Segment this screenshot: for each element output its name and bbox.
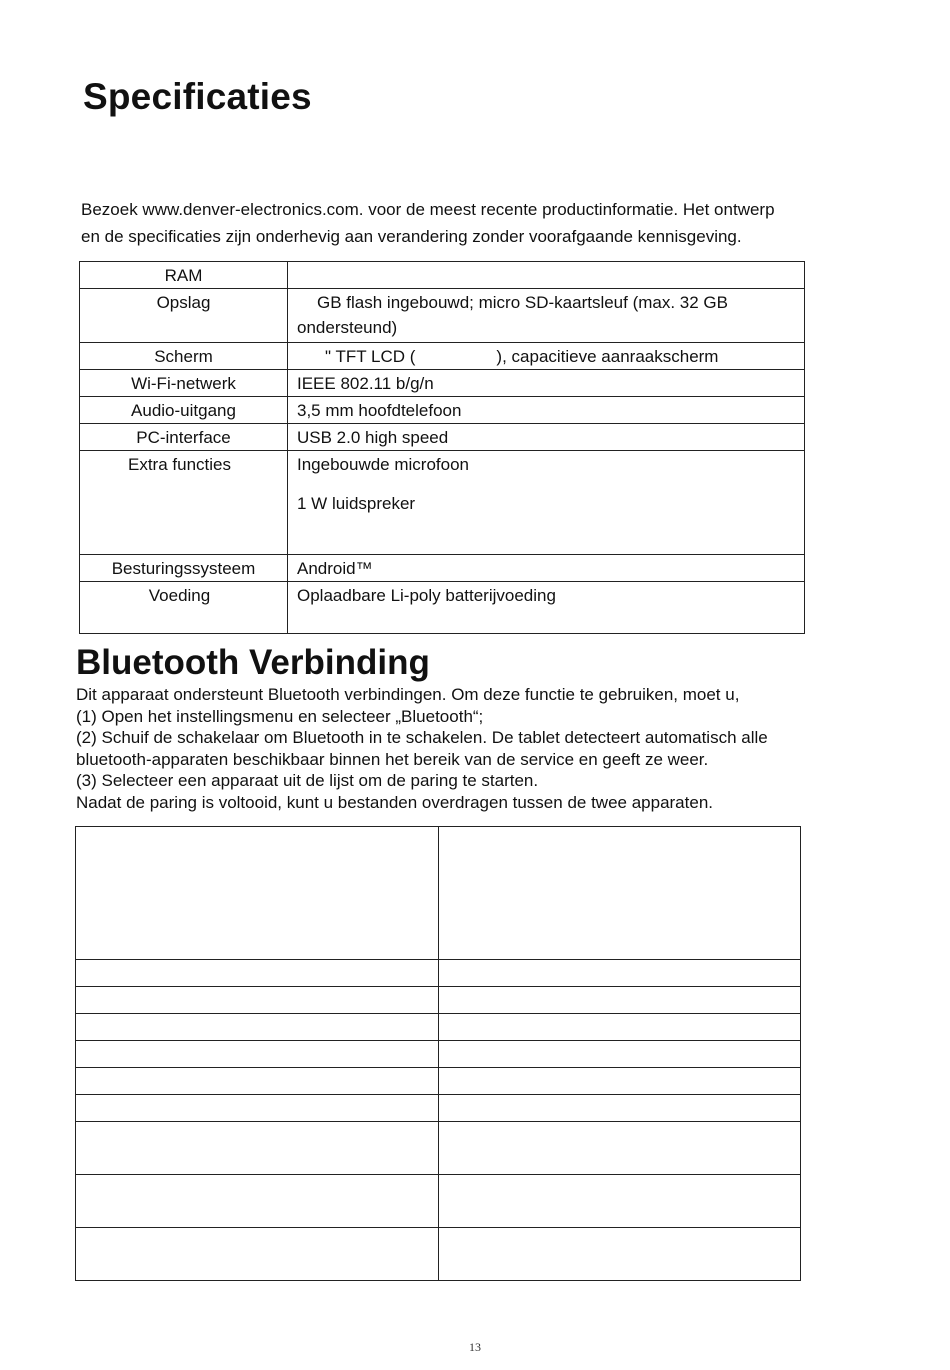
table-cell xyxy=(438,1228,801,1281)
spec-value-wifi: IEEE 802.11 b/g/n xyxy=(288,370,805,397)
section-title-bluetooth: Bluetooth Verbinding xyxy=(76,643,430,682)
page-number: 13 xyxy=(469,1340,481,1354)
table-cell xyxy=(438,1122,801,1175)
table-cell xyxy=(76,1014,439,1041)
table-row xyxy=(80,343,805,370)
spec-value-extra xyxy=(288,451,805,555)
table-row xyxy=(76,1095,801,1122)
table-cell xyxy=(76,1228,439,1281)
table-cell xyxy=(438,1095,801,1122)
spec-value-screen xyxy=(288,343,805,370)
bluetooth-line: Dit apparaat ondersteunt Bluetooth verbindingen. Om deze functie te gebruiken, moet u, xyxy=(76,685,740,704)
bluetooth-line: (2) Schuif de schakelaar om Bluetooth in te schakelen. De tablet detecteert automatisch alle xyxy=(76,728,768,747)
table-cell xyxy=(76,1041,439,1068)
table-row xyxy=(80,397,805,424)
table-row xyxy=(80,262,805,289)
bluetooth-line: bluetooth-apparaten beschikbaar binnen het bereik van de service en geeft ze weer. xyxy=(76,749,709,769)
spec-value-storage xyxy=(288,289,805,343)
bluetooth-line: (3) Selecteer een apparaat uit de lijst om de paring te starten. xyxy=(76,771,539,790)
spec-value-os: Android™ xyxy=(288,555,805,582)
table-cell xyxy=(76,1175,439,1228)
table-row xyxy=(76,1175,801,1228)
table-cell xyxy=(76,1068,439,1095)
extra-line: Ingebouwde microfoon xyxy=(297,455,470,474)
table-row xyxy=(76,1041,801,1068)
table-row xyxy=(76,987,801,1014)
table-row xyxy=(80,370,805,397)
table-cell xyxy=(76,960,439,987)
table-row xyxy=(76,1014,801,1041)
storage-line: ondersteund) xyxy=(297,318,398,337)
spec-value-power: Oplaadbare Li-poly batterijvoeding xyxy=(288,582,805,634)
table-row xyxy=(80,582,805,634)
table-cell xyxy=(76,1095,439,1122)
spec-value-pc: USB 2.0 high speed xyxy=(288,424,805,451)
spec-label-power: Voeding xyxy=(80,582,288,634)
spec-value-audio: 3,5 mm hoofdtelefoon xyxy=(288,397,805,424)
spec-value-ram xyxy=(288,262,805,289)
table-row xyxy=(80,555,805,582)
table-cell xyxy=(76,1122,439,1175)
spec-label-storage: Opslag xyxy=(80,289,288,343)
table-cell xyxy=(76,827,439,960)
table-row xyxy=(80,424,805,451)
intro-line: en de specificaties zijn onderhevig aan verandering zonder voorafgaande kennisgeving. xyxy=(81,227,742,246)
table-row xyxy=(80,289,805,343)
bluetooth-paragraph xyxy=(76,684,836,813)
table-row xyxy=(76,1068,801,1095)
spec-label-extra: Extra functies xyxy=(80,451,288,555)
table-row xyxy=(76,960,801,987)
spec-label-ram: RAM xyxy=(80,262,288,289)
spec-table xyxy=(79,261,805,634)
spec-label-audio: Audio-uitgang xyxy=(80,397,288,424)
spec-label-os: Besturingssysteem xyxy=(80,555,288,582)
table-cell xyxy=(438,987,801,1014)
table-cell xyxy=(76,987,439,1014)
spec-label-pc: PC-interface xyxy=(80,424,288,451)
bluetooth-line: (1) Open het instellingsmenu en selecteer „Bluetooth“; xyxy=(76,706,484,726)
table-cell xyxy=(438,1175,801,1228)
table-row xyxy=(80,451,805,555)
table-cell xyxy=(438,960,801,987)
table-cell xyxy=(438,1041,801,1068)
spec-label-screen: Scherm xyxy=(80,343,288,370)
bluetooth-line: Nadat de paring is voltooid, kunt u bestanden overdragen tussen de twee apparaten. xyxy=(76,792,713,812)
empty-table xyxy=(75,826,801,1281)
screen-value-part: " TFT LCD ( xyxy=(325,347,416,366)
extra-line: 1 W luidspreker xyxy=(297,494,416,513)
screen-value-part: ), capacitieve aanraakscherm xyxy=(496,347,719,366)
table-row xyxy=(76,1228,801,1281)
intro-line: Bezoek www.denver-electronics.com. voor de meest recente productinformatie. Het ontwerp xyxy=(81,200,775,219)
spec-label-wifi: Wi-Fi-netwerk xyxy=(80,370,288,397)
table-cell xyxy=(438,1014,801,1041)
table-cell xyxy=(438,827,801,960)
table-row xyxy=(76,827,801,960)
intro-paragraph xyxy=(81,196,841,250)
table-row xyxy=(76,1122,801,1175)
page-title: Specificaties xyxy=(83,76,312,117)
table-cell xyxy=(438,1068,801,1095)
storage-line: GB flash ingebouwd; micro SD-kaartsleuf (max. 32 GB xyxy=(317,293,728,312)
